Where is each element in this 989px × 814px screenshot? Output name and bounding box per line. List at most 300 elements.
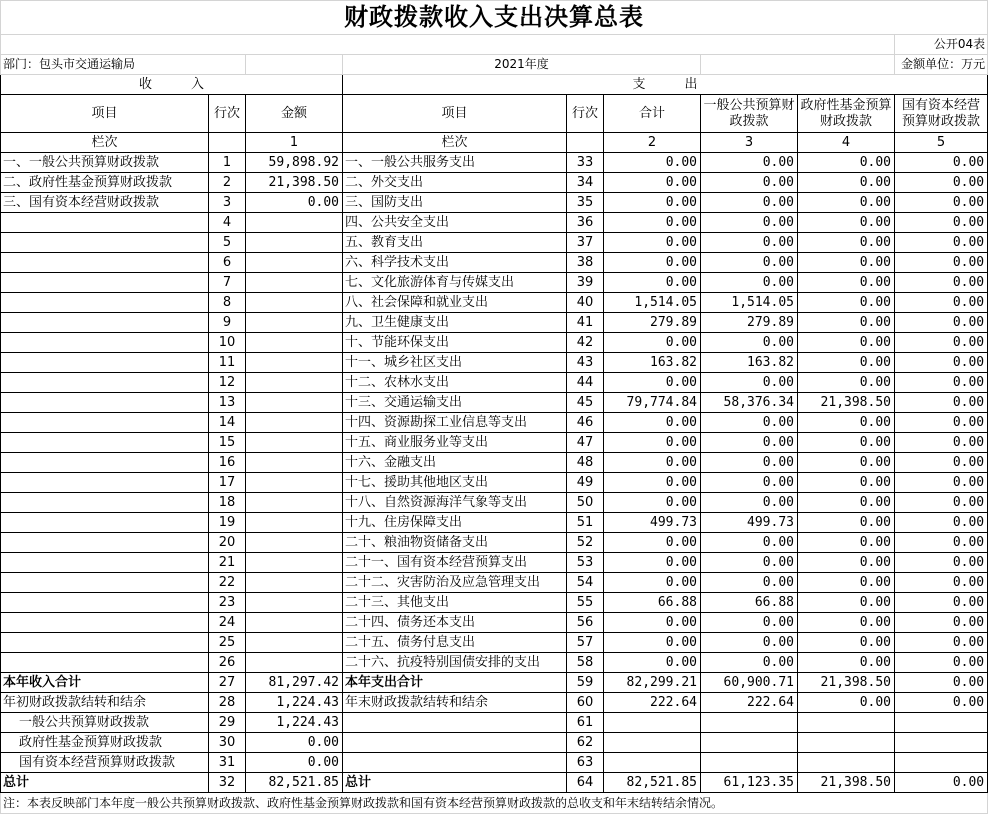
income-row-no: 24 [209,613,246,633]
state-capital-amount: 0.00 [895,293,988,313]
gov-fund-amount: 0.00 [798,413,895,433]
gov-fund-amount: 21,398.50 [798,393,895,413]
table-row [1,693,988,713]
expense-row-no: 53 [567,553,604,573]
state-capital-header: 国有资本经营预算财政拨款 [895,95,988,133]
income-amount: 1,224.43 [246,713,343,733]
gov-fund-amount: 0.00 [798,553,895,573]
expense-item: 本年支出合计 [343,673,567,693]
income-row-no: 20 [209,533,246,553]
table-row [1,333,988,353]
income-row-no: 28 [209,693,246,713]
income-row-no: 2 [209,173,246,193]
income-item [1,593,209,613]
gov-fund-amount: 0.00 [798,213,895,233]
general-budget-amount: 0.00 [701,473,798,493]
income-item [1,553,209,573]
table-row [1,393,988,413]
table-row [1,313,988,333]
table-row [1,513,988,533]
expense-row-no: 34 [567,173,604,193]
table-row [1,453,988,473]
expense-total: 82,299.21 [604,673,701,693]
state-capital-amount: 0.00 [895,593,988,613]
expense-row-no: 36 [567,213,604,233]
state-capital-amount: 0.00 [895,693,988,713]
table-row [1,493,988,513]
expense-row-no: 47 [567,433,604,453]
general-budget-amount: 66.88 [701,593,798,613]
expense-total: 1,514.05 [604,293,701,313]
income-item: 三、国有资本经营财政拨款 [1,193,209,213]
income-amount [246,613,343,633]
expense-row-no: 43 [567,353,604,373]
expense-row-no: 62 [567,733,604,753]
state-capital-amount: 0.00 [895,673,988,693]
income-row-no: 18 [209,493,246,513]
income-amount [246,573,343,593]
table-row [1,433,988,453]
income-amount [246,233,343,253]
expense-item: 十二、农林水支出 [343,373,567,393]
state-capital-amount: 0.00 [895,333,988,353]
state-capital-amount: 0.00 [895,473,988,493]
column-number: 4 [798,133,895,153]
expense-row-no: 59 [567,673,604,693]
income-row-no: 11 [209,353,246,373]
state-capital-amount: 0.00 [895,393,988,413]
general-budget-amount: 58,376.34 [701,393,798,413]
expense-total: 0.00 [604,493,701,513]
income-row-no: 6 [209,253,246,273]
income-item: 二、政府性基金预算财政拨款 [1,173,209,193]
state-capital-amount: 0.00 [895,553,988,573]
income-row-no: 1 [209,153,246,173]
income-item [1,413,209,433]
gov-fund-amount: 0.00 [798,533,895,553]
expense-item-header: 项目 [343,95,567,133]
general-budget-amount: 499.73 [701,513,798,533]
expense-total-header: 合计 [604,95,701,133]
expense-item: 二、外交支出 [343,173,567,193]
general-budget-header: 一般公共预算财政拨款 [701,95,798,133]
expense-item: 四、公共安全支出 [343,213,567,233]
gov-fund-amount: 0.00 [798,353,895,373]
income-item [1,493,209,513]
expense-item: 十四、资源勘探工业信息等支出 [343,413,567,433]
income-amount [246,553,343,573]
table-row [1,213,988,233]
income-amount: 21,398.50 [246,173,343,193]
table-row [1,413,988,433]
gov-fund-amount: 0.00 [798,173,895,193]
general-budget-amount: 0.00 [701,433,798,453]
expense-item: 二十三、其他支出 [343,593,567,613]
income-amount [246,333,343,353]
income-amount [246,493,343,513]
income-row-no: 8 [209,293,246,313]
expense-total: 0.00 [604,253,701,273]
income-amount [246,313,343,333]
income-item [1,433,209,453]
state-capital-amount [895,713,988,733]
expense-total: 0.00 [604,573,701,593]
general-budget-amount: 0.00 [701,553,798,573]
expense-row-no: 49 [567,473,604,493]
expense-item [343,713,567,733]
income-item: 一、一般公共预算财政拨款 [1,153,209,173]
form-code: 公开04表 [895,35,988,55]
table-row [1,713,988,733]
expense-row-no: 37 [567,233,604,253]
gov-fund-amount: 0.00 [798,233,895,253]
state-capital-amount: 0.00 [895,613,988,633]
state-capital-amount [895,733,988,753]
expense-total: 163.82 [604,353,701,373]
income-item [1,353,209,373]
gov-fund-amount: 21,398.50 [798,673,895,693]
expense-row-no: 46 [567,413,604,433]
income-row-no: 17 [209,473,246,493]
gov-fund-amount: 0.00 [798,373,895,393]
income-amount [246,213,343,233]
income-row-no-header: 行次 [209,95,246,133]
table-row [1,153,988,173]
expense-item: 总计 [343,773,567,793]
state-capital-amount: 0.00 [895,193,988,213]
general-budget-amount: 0.00 [701,613,798,633]
table-row [1,373,988,393]
income-item: 一般公共预算财政拨款 [1,713,209,733]
income-item [1,533,209,553]
income-item [1,473,209,493]
column-label: 栏次 [1,133,209,153]
gov-fund-amount: 0.00 [798,633,895,653]
expense-row-no: 56 [567,613,604,633]
amount-unit: 金额单位：万元 [895,55,988,75]
expense-total: 0.00 [604,433,701,453]
column-number: 3 [701,133,798,153]
income-amount: 0.00 [246,733,343,753]
state-capital-amount: 0.00 [895,253,988,273]
table-row [1,473,988,493]
income-item [1,273,209,293]
expense-total: 222.64 [604,693,701,713]
income-item [1,373,209,393]
income-item [1,233,209,253]
gov-fund-amount: 0.00 [798,313,895,333]
general-budget-amount: 0.00 [701,213,798,233]
expense-total [604,753,701,773]
expense-item: 十六、金融支出 [343,453,567,473]
expense-row-no: 54 [567,573,604,593]
table-row [1,593,988,613]
column-number: 1 [246,133,343,153]
income-row-no: 14 [209,413,246,433]
expense-row-no: 50 [567,493,604,513]
table-row [1,613,988,633]
income-item [1,293,209,313]
income-item [1,513,209,533]
expense-row-no: 44 [567,373,604,393]
state-capital-amount: 0.00 [895,493,988,513]
table-row [1,173,988,193]
expense-row-no: 42 [567,333,604,353]
expense-item: 十五、商业服务业等支出 [343,433,567,453]
income-row-no: 9 [209,313,246,333]
income-item [1,213,209,233]
fiscal-year: 2021年度 [343,55,701,75]
income-row-no: 25 [209,633,246,653]
general-budget-amount: 1,514.05 [701,293,798,313]
income-item [1,653,209,673]
expense-row-no: 55 [567,593,604,613]
general-budget-amount: 0.00 [701,633,798,653]
general-budget-amount [701,753,798,773]
income-amount [246,473,343,493]
expense-item: 六、科学技术支出 [343,253,567,273]
expense-total: 0.00 [604,533,701,553]
gov-fund-amount: 0.00 [798,613,895,633]
expense-row-no: 48 [567,453,604,473]
income-amount [246,633,343,653]
general-budget-amount: 0.00 [701,173,798,193]
income-row-no: 7 [209,273,246,293]
state-capital-amount: 0.00 [895,353,988,373]
state-capital-amount: 0.00 [895,653,988,673]
expense-row-no: 45 [567,393,604,413]
income-item: 政府性基金预算财政拨款 [1,733,209,753]
expense-total: 0.00 [604,233,701,253]
expense-item: 五、教育支出 [343,233,567,253]
general-budget-amount: 0.00 [701,413,798,433]
general-budget-amount: 0.00 [701,333,798,353]
gov-fund-amount: 0.00 [798,693,895,713]
general-budget-amount: 0.00 [701,273,798,293]
table-row [1,573,988,593]
state-capital-amount: 0.00 [895,413,988,433]
general-budget-amount: 0.00 [701,573,798,593]
expense-total: 0.00 [604,373,701,393]
expense-row-no: 51 [567,513,604,533]
gov-fund-amount: 0.00 [798,253,895,273]
general-budget-amount: 60,900.71 [701,673,798,693]
income-amount [246,253,343,273]
income-row-no: 23 [209,593,246,613]
expense-row-no: 60 [567,693,604,713]
income-amount-header: 金额 [246,95,343,133]
table-row [1,293,988,313]
gov-fund-amount: 0.00 [798,513,895,533]
income-amount [246,593,343,613]
general-budget-amount: 0.00 [701,193,798,213]
income-item [1,333,209,353]
income-item [1,313,209,333]
expense-total: 0.00 [604,653,701,673]
income-row-no: 4 [209,213,246,233]
expense-total: 0.00 [604,453,701,473]
state-capital-amount: 0.00 [895,533,988,553]
income-amount [246,393,343,413]
state-capital-amount: 0.00 [895,433,988,453]
expense-item: 二十六、抗疫特别国债安排的支出 [343,653,567,673]
income-row-no: 21 [209,553,246,573]
state-capital-amount: 0.00 [895,153,988,173]
income-row-no: 16 [209,453,246,473]
state-capital-amount: 0.00 [895,573,988,593]
income-amount [246,453,343,473]
general-budget-amount: 222.64 [701,693,798,713]
gov-fund-amount: 0.00 [798,493,895,513]
expense-total: 0.00 [604,633,701,653]
expense-row-no: 33 [567,153,604,173]
expense-row-no: 58 [567,653,604,673]
income-row-no: 10 [209,333,246,353]
expense-item: 七、文化旅游体育与传媒支出 [343,273,567,293]
gov-fund-amount: 0.00 [798,453,895,473]
income-amount [246,273,343,293]
expense-row-no: 57 [567,633,604,653]
table-row [1,353,988,373]
income-amount [246,653,343,673]
gov-fund-amount: 0.00 [798,473,895,493]
expense-total: 0.00 [604,333,701,353]
state-capital-amount: 0.00 [895,213,988,233]
gov-fund-amount: 0.00 [798,153,895,173]
income-amount [246,413,343,433]
gov-fund-amount: 0.00 [798,573,895,593]
expense-total: 66.88 [604,593,701,613]
state-capital-amount: 0.00 [895,373,988,393]
general-budget-amount: 0.00 [701,373,798,393]
state-capital-amount: 0.00 [895,233,988,253]
table-row [1,753,988,773]
expense-header: 支 出 [343,75,988,95]
state-capital-amount: 0.00 [895,513,988,533]
table-row [1,533,988,553]
expense-item: 年末财政拨款结转和结余 [343,693,567,713]
income-item-header: 项目 [1,95,209,133]
expense-row-no: 35 [567,193,604,213]
income-item [1,613,209,633]
income-row-no: 29 [209,713,246,733]
expense-item: 三、国防支出 [343,193,567,213]
gov-fund-header: 政府性基金预算财政拨款 [798,95,895,133]
expense-item: 二十、粮油物资储备支出 [343,533,567,553]
state-capital-amount [895,753,988,773]
expense-total: 0.00 [604,473,701,493]
expense-item: 十一、城乡社区支出 [343,353,567,373]
gov-fund-amount: 0.00 [798,193,895,213]
expense-item [343,733,567,753]
expense-item: 二十二、灾害防治及应急管理支出 [343,573,567,593]
income-row-no: 3 [209,193,246,213]
expense-total: 0.00 [604,213,701,233]
expense-total: 0.00 [604,273,701,293]
expense-total: 0.00 [604,173,701,193]
general-budget-amount: 0.00 [701,153,798,173]
income-item: 本年收入合计 [1,673,209,693]
expense-row-no: 64 [567,773,604,793]
state-capital-amount: 0.00 [895,313,988,333]
income-row-no: 12 [209,373,246,393]
column-label: 栏次 [343,133,567,153]
income-amount: 1,224.43 [246,693,343,713]
income-amount: 0.00 [246,753,343,773]
table-row [1,193,988,213]
general-budget-amount: 0.00 [701,653,798,673]
expense-item: 二十五、债务付息支出 [343,633,567,653]
table-row [1,653,988,673]
state-capital-amount: 0.00 [895,453,988,473]
income-item [1,573,209,593]
expense-total: 0.00 [604,153,701,173]
income-row-no: 5 [209,233,246,253]
income-item [1,453,209,473]
state-capital-amount: 0.00 [895,633,988,653]
general-budget-amount: 0.00 [701,493,798,513]
expense-total: 279.89 [604,313,701,333]
table-row [1,733,988,753]
footnote: 注：本表反映部门本年度一般公共预算财政拨款、政府性基金预算财政拨款和国有资本经营预算财政拨款的总收支和年末结转结余情况。 [1,793,988,814]
income-row-no: 31 [209,753,246,773]
expense-row-no: 41 [567,313,604,333]
income-item [1,253,209,273]
table-title: 财政拨款收入支出决算总表 [1,1,988,35]
income-amount: 59,898.92 [246,153,343,173]
expense-row-no-header: 行次 [567,95,604,133]
expense-total: 0.00 [604,613,701,633]
expense-total: 0.00 [604,193,701,213]
expense-total: 79,774.84 [604,393,701,413]
state-capital-amount: 0.00 [895,273,988,293]
expense-total: 0.00 [604,413,701,433]
income-item: 总计 [1,773,209,793]
expense-total [604,713,701,733]
income-amount: 81,297.42 [246,673,343,693]
expense-row-no: 40 [567,293,604,313]
expense-item: 十七、援助其他地区支出 [343,473,567,493]
expense-row-no: 61 [567,713,604,733]
gov-fund-amount: 0.00 [798,333,895,353]
expense-total: 82,521.85 [604,773,701,793]
gov-fund-amount: 0.00 [798,433,895,453]
general-budget-amount [701,713,798,733]
expense-item: 九、卫生健康支出 [343,313,567,333]
income-row-no: 32 [209,773,246,793]
income-amount [246,293,343,313]
income-row-no: 19 [209,513,246,533]
table-row [1,773,988,793]
expense-total: 0.00 [604,553,701,573]
income-item: 国有资本经营预算财政拨款 [1,753,209,773]
income-item: 年初财政拨款结转和结余 [1,693,209,713]
general-budget-amount: 61,123.35 [701,773,798,793]
income-amount: 0.00 [246,193,343,213]
table-row [1,273,988,293]
column-number: 2 [604,133,701,153]
expense-row-no: 39 [567,273,604,293]
expense-total [604,733,701,753]
gov-fund-amount: 21,398.50 [798,773,895,793]
income-item [1,633,209,653]
table-row [1,633,988,653]
department-label: 部门：包头市交通运输局 [1,55,246,75]
general-budget-amount: 0.00 [701,253,798,273]
general-budget-amount: 0.00 [701,533,798,553]
expense-row-no: 52 [567,533,604,553]
gov-fund-amount: 0.00 [798,653,895,673]
